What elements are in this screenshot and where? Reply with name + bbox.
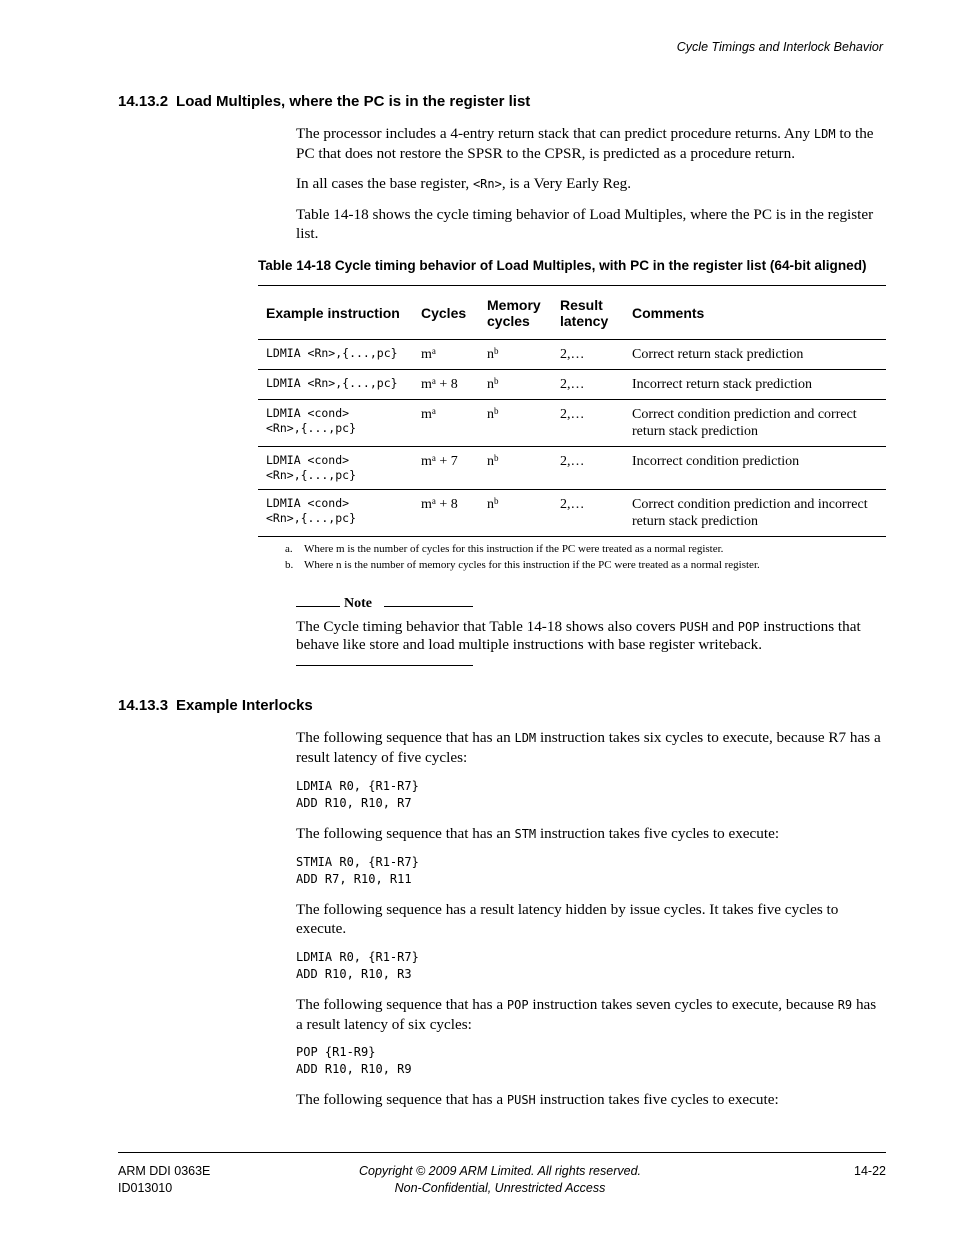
doc-id: ARM DDI 0363E [118, 1164, 211, 1178]
cell-cycles: $m^a + 8$ [413, 370, 479, 400]
cell-comment: Correct return stack prediction [624, 340, 886, 370]
section-title: Load Multiples, where the PC is in the register list [176, 93, 531, 110]
cell-instruction: LDMIA <cond> <Rn>,{...,pc} [258, 400, 413, 447]
header-result-latency: Result latency [552, 286, 624, 340]
paragraph-base-register: In all cases the base register, <Rn>, is a Very Early Reg. [296, 175, 632, 192]
paragraph-push-example: The following sequence that has a PUSH instruction takes five cycles to execute: [296, 1091, 779, 1108]
cell-comment: Correct condition prediction and correct return stack prediction [624, 400, 886, 447]
code-block-pop: POP {R1-R9} ADD R10, R10, R9 [296, 1045, 412, 1076]
inline-code: LDM [813, 127, 836, 141]
note-rule-left [296, 606, 340, 607]
code-block-stm: STMIA R0, {R1-R7} ADD R7, R10, R11 [296, 855, 419, 886]
cell-memory-cycles: $n^b$ [479, 370, 552, 400]
table-row [258, 490, 886, 537]
note-rule-bottom [296, 665, 473, 666]
header-cycles: Cycles [413, 286, 479, 340]
footer-rule [118, 1152, 886, 1153]
paragraph-hidden-latency: The following sequence has a result latency hidden by issue cycles. It takes five cycles to execute. [296, 901, 839, 937]
cell-latency: 2,… [552, 447, 624, 490]
cell-comment: Correct condition prediction and incorrect return stack prediction [624, 490, 886, 537]
paragraph-table-reference: Table 14-18 shows the cycle timing behavior of Load Multiples, where the PC is in the register list. [296, 206, 874, 242]
footer-copyright [320, 1163, 680, 1197]
paragraph-pop-example: The following sequence that has a POP instruction takes seven cycles to execute, because R9 has a result latency of six cycles: [296, 996, 877, 1033]
note-label: Note [344, 596, 372, 611]
cell-memory-cycles: $n^b$ [479, 490, 552, 537]
paragraph-ldm-example: The following sequence that has an LDM instruction takes six cycles to execute, because R7 has a result latency of five cycles: [296, 729, 881, 766]
cell-comment: Incorrect return stack prediction [624, 370, 886, 400]
confidentiality-line: Non-Confidential, Unrestricted Access [394, 1181, 606, 1195]
cell-cycles: $m^a$ [413, 340, 479, 370]
page-number: 14-22 [854, 1164, 886, 1178]
cell-latency: 2,… [552, 400, 624, 447]
footnote-a: a. Where m is the number of cycles for this instruction if the PC were treated as a normal register. [285, 543, 724, 555]
section-number: 14.13.3 [118, 697, 169, 714]
cell-comment: Incorrect condition prediction [624, 447, 886, 490]
header-memory-cycles: Memory cycles [479, 286, 552, 340]
cell-memory-cycles: $n^b$ [479, 447, 552, 490]
release-id: ID013010 [118, 1181, 173, 1195]
section-heading-example-interlocks [118, 697, 313, 714]
paragraph-stm-example: The following sequence that has an STM instruction takes five cycles to execute: [296, 825, 780, 842]
cycle-timing-table [258, 285, 886, 537]
cell-memory-cycles: $n^b$ [479, 340, 552, 370]
cell-instruction: LDMIA <Rn>,{...,pc} [258, 340, 413, 370]
section-number: 14.13.2 [118, 93, 169, 110]
table-header-row [258, 286, 886, 340]
cell-latency: 2,… [552, 490, 624, 537]
table-caption: Table 14-18 Cycle timing behavior of Load Multiples, with PC in the register list (64-bit aligned) [258, 258, 867, 273]
inline-code: <Rn> [472, 177, 502, 191]
note-text: The Cycle timing behavior that Table 14-18 shows also covers PUSH and POP instructions that behave like store and load multiple instructions with base register writeback. [296, 618, 861, 653]
cell-cycles: $m^a + 8$ [413, 490, 479, 537]
note-rule-right [384, 606, 473, 607]
cell-instruction: LDMIA <cond> <Rn>,{...,pc} [258, 447, 413, 490]
cell-latency: 2,… [552, 340, 624, 370]
footnote-b: b. Where n is the number of memory cycles for this instruction if the PC were treated as a normal register. [285, 559, 760, 571]
section-title: Example Interlocks [176, 697, 313, 714]
cell-cycles: $m^a + 7$ [413, 447, 479, 490]
header-comments: Comments [624, 286, 886, 340]
section-heading-load-multiples [118, 93, 530, 110]
header-instruction: Example instruction [258, 286, 413, 340]
cell-instruction: LDMIA <Rn>,{...,pc} [258, 370, 413, 400]
table-row [258, 340, 886, 370]
paragraph-return-stack: The processor includes a 4-entry return stack that can predict procedure returns. Any LDM to the PC that does not restore the SPSR to the CPSR, is predicted as a procedure return. [296, 125, 874, 162]
footer-doc-ids [118, 1163, 210, 1197]
cell-latency: 2,… [552, 370, 624, 400]
code-block-ldm: LDMIA R0, {R1-R7} ADD R10, R10, R7 [296, 779, 419, 810]
code-block-hidden-latency: LDMIA R0, {R1-R7} ADD R10, R10, R3 [296, 950, 419, 981]
table-row [258, 447, 886, 490]
table-row [258, 400, 886, 447]
copyright-line: Copyright © 2009 ARM Limited. All rights reserved. [358, 1164, 641, 1178]
cell-cycles: $m^a$ [413, 400, 479, 447]
cell-instruction: LDMIA <cond> <Rn>,{...,pc} [258, 490, 413, 537]
cell-memory-cycles: $n^b$ [479, 400, 552, 447]
running-header: Cycle Timings and Interlock Behavior [676, 40, 883, 54]
table-row [258, 370, 886, 400]
